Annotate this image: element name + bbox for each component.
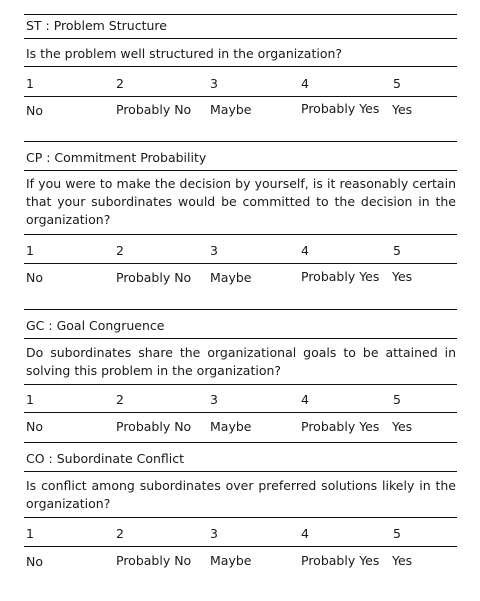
scale-number-1: 1 xyxy=(26,526,34,541)
scale-label-1: No xyxy=(26,554,43,569)
rule xyxy=(24,96,457,97)
scale-number-2: 2 xyxy=(116,526,124,541)
scale-number-5: 5 xyxy=(393,76,401,91)
section-code: CP : Commitment Probability xyxy=(26,150,207,165)
question-text: Is conflict among subordinates over preferred solutions likely in the organization? xyxy=(26,478,456,511)
rule xyxy=(24,471,457,472)
rule xyxy=(24,234,457,235)
scale-label-4: Probably Yes xyxy=(301,101,380,116)
scale-number-2: 2 xyxy=(116,76,124,91)
scale-label-3: Maybe xyxy=(210,553,252,568)
scale-number-2: 2 xyxy=(116,243,124,258)
scale-label-5: Yes xyxy=(392,553,413,568)
rule xyxy=(24,66,457,67)
section-code: GC : Goal Congruence xyxy=(26,318,165,333)
scale-label-1: No xyxy=(26,419,43,434)
scale-label-2: Probably No xyxy=(116,102,192,117)
scale-label-4: Probably Yes xyxy=(301,419,380,434)
rule xyxy=(24,384,457,385)
section-code: CO : Subordinate Conflict xyxy=(26,451,185,466)
scale-number-5: 5 xyxy=(393,243,401,258)
scale-number-3: 3 xyxy=(210,243,218,258)
scale-label-2: Probably No xyxy=(116,270,192,285)
rule xyxy=(24,263,457,264)
scale-number-3: 3 xyxy=(210,526,218,541)
scale-number-5: 5 xyxy=(393,392,401,407)
scale-number-1: 1 xyxy=(26,76,34,91)
section-code: ST : Problem Structure xyxy=(26,18,167,33)
scale-label-1: No xyxy=(26,270,43,285)
scale-label-3: Maybe xyxy=(210,102,252,117)
rule xyxy=(24,546,457,547)
scale-number-4: 4 xyxy=(301,526,309,541)
scale-number-2: 2 xyxy=(116,392,124,407)
question-text: Is the problem well structured in the organization? xyxy=(26,46,343,61)
scale-number-4: 4 xyxy=(301,392,309,407)
question-text: Do subordinates share the organizational goals to be attained in solving this problem in the organization? xyxy=(26,345,456,378)
scale-number-1: 1 xyxy=(26,243,34,258)
scale-number-3: 3 xyxy=(210,76,218,91)
rule xyxy=(24,14,457,15)
rule xyxy=(24,309,457,310)
rule xyxy=(24,38,457,39)
scale-label-3: Maybe xyxy=(210,419,252,434)
rule xyxy=(24,338,457,339)
rule xyxy=(24,141,457,142)
scale-label-5: Yes xyxy=(392,419,413,434)
question-text: If you were to make the decision by yourself, is it reasonably certain that your subordinates would be committed to the decision in the organization? xyxy=(26,176,456,227)
scale-number-4: 4 xyxy=(301,243,309,258)
scale-label-1: No xyxy=(26,103,43,118)
rule xyxy=(24,170,457,171)
scale-label-2: Probably No xyxy=(116,419,192,434)
scale-label-5: Yes xyxy=(392,269,413,284)
rule xyxy=(24,517,457,518)
rule xyxy=(24,442,457,443)
rule xyxy=(24,412,457,413)
scale-number-4: 4 xyxy=(301,76,309,91)
scale-label-4: Probably Yes xyxy=(301,553,380,568)
scale-label-4: Probably Yes xyxy=(301,269,380,284)
scale-label-3: Maybe xyxy=(210,270,252,285)
scale-number-5: 5 xyxy=(393,526,401,541)
scale-number-1: 1 xyxy=(26,392,34,407)
scale-label-2: Probably No xyxy=(116,553,192,568)
scale-label-5: Yes xyxy=(392,102,413,117)
scale-number-3: 3 xyxy=(210,392,218,407)
